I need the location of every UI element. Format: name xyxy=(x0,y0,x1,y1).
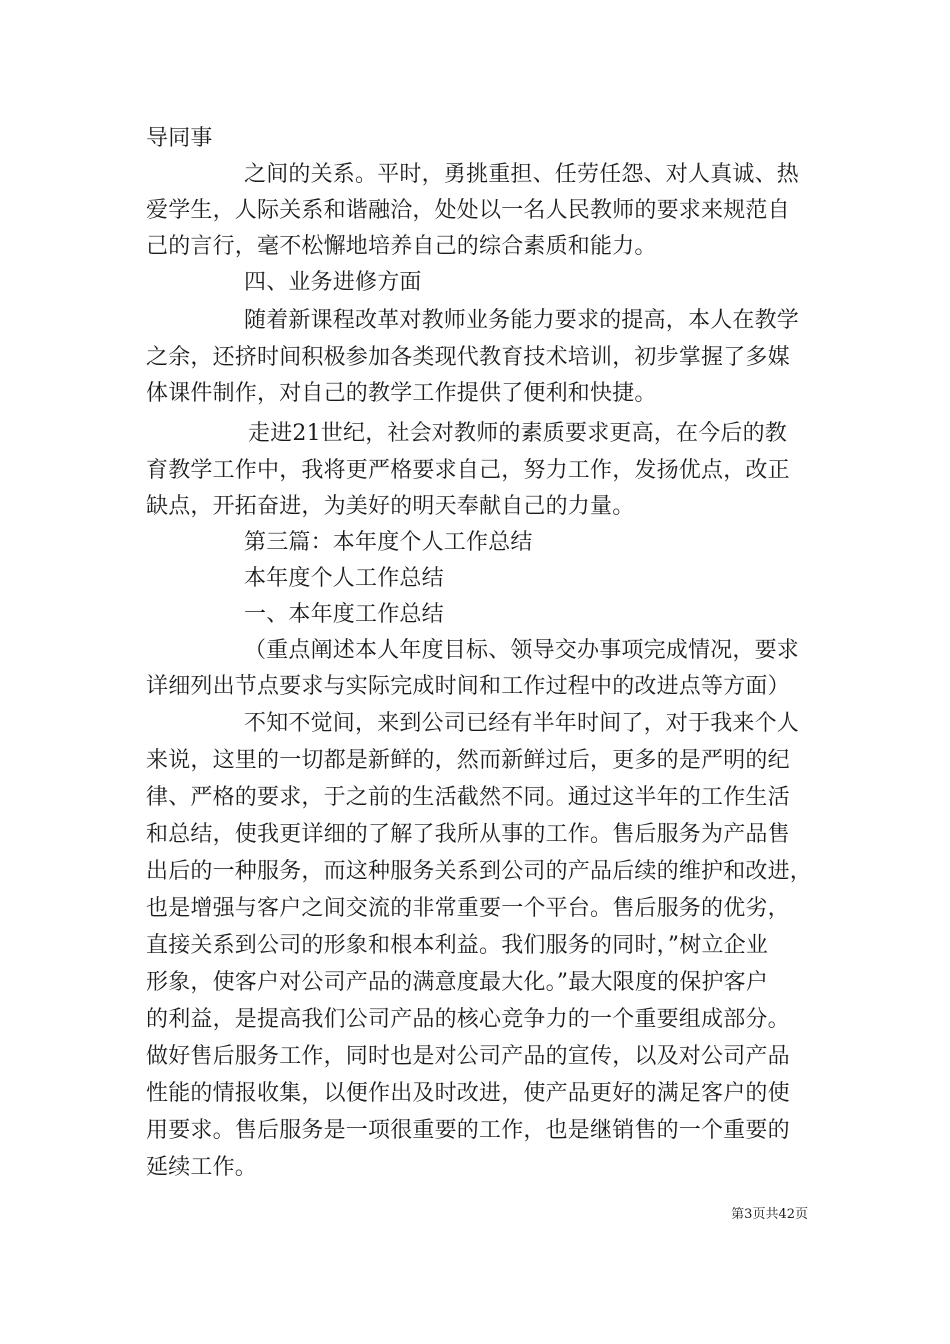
text-line: （重点阐述本人年度目标、领导交办事项完成情况，要求 xyxy=(244,638,800,663)
section-heading: 一、本年度工作总结 xyxy=(244,602,444,627)
text-line: 性能的情报收集，以便作出及时改进，使产品更好的满足客户的使 xyxy=(146,1081,790,1106)
section-heading: 四、业务进修方面 xyxy=(244,270,422,295)
text-line: 详细列出节点要求与实际完成时间和工作过程中的改进点等方面） xyxy=(146,674,790,699)
text-line: 不知不觉间，来到公司已经有半年时间了，对于我来个人 xyxy=(244,711,800,736)
section-heading: 第三篇：本年度个人工作总结 xyxy=(244,530,533,555)
text-line: 的利益，是提高我们公司产品的核心竞争力的一个重要组成部分。 xyxy=(146,1007,790,1032)
text-line: 体课件制作，对自己的教学工作提供了便利和快捷。 xyxy=(146,381,657,406)
text-line: 爱学生，人际关系和谐融洽，处处以一名人民教师的要求来规范自 xyxy=(146,198,790,223)
text-line: 也是增强与客户之间交流的非常重要一个平台。售后服务的优劣， xyxy=(146,896,790,921)
text-line: 形象，使客户对公司产品的满意度最大化。”最大限度的保护客户 xyxy=(146,970,769,995)
section-heading: 本年度个人工作总结 xyxy=(244,566,444,591)
text-line: 育教学工作中，我将更严格要求自己，努力工作，发扬优点，改正 xyxy=(146,458,790,483)
text-line: 随着新课程改革对教师业务能力要求的提高，本人在教学 xyxy=(244,308,800,333)
text-line: 之余，还挤时间积极参加各类现代教育技术培训，初步掌握了多媒 xyxy=(146,345,790,370)
text-line: 直接关系到公司的形象和根本利益。我们服务的同时，”树立企业 xyxy=(146,933,769,958)
text-line: 和总结，使我更详细的了解了我所从事的工作。售后服务为产品售 xyxy=(146,822,790,847)
text-line: 用要求。售后服务是一项很重要的工作，也是继销售的一个重要的 xyxy=(146,1118,790,1143)
text-line: 己的言行，毫不松懈地培养自己的综合素质和能力。 xyxy=(146,234,657,259)
text-line: 走进21世纪，社会对教师的素质要求更高，在今后的教 xyxy=(248,421,787,446)
text-line: 做好售后服务工作，同时也是对公司产品的宣传，以及对公司产品 xyxy=(146,1044,790,1069)
text-line: 延续工作。 xyxy=(146,1155,258,1180)
text-line: 之间的关系。平时，勇挑重担、任劳任怨、对人真诚、热 xyxy=(244,162,800,187)
text-line: 导同事 xyxy=(146,126,213,151)
text-line: 出后的一种服务，而这种服务关系到公司的产品后续的维护和改进， xyxy=(146,859,813,884)
text-line: 律、严格的要求，于之前的生活截然不同。通过这半年的工作生活 xyxy=(146,785,790,810)
text-line: 缺点，开拓奋进，为美好的明天奉献自己的力量。 xyxy=(146,494,635,519)
text-line: 来说，这里的一切都是新鲜的，然而新鲜过后，更多的是严明的纪 xyxy=(146,748,790,773)
page-number-footer: 第3页共42页 xyxy=(731,1207,808,1222)
